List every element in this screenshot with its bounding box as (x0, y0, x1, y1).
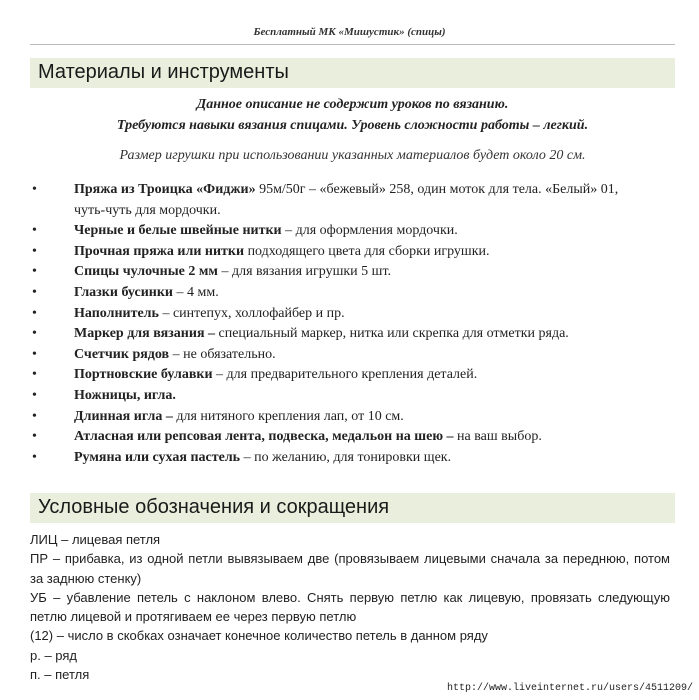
section-abbreviations-bar (30, 493, 675, 523)
item-name: Пряжа из Троицка «Фиджи» (74, 182, 256, 197)
list-item (0, 262, 634, 283)
materials-list (0, 180, 699, 468)
item-name: Румяна или сухая пастель (74, 449, 241, 465)
item-name: Маркер для вязания – (74, 326, 216, 342)
item-name: Счетчик рядов (74, 346, 170, 362)
abbreviation-item: (12) – число в скобках означает конечное количество петель в данном ряду (30, 628, 488, 644)
item-desc: – для вязания игрушки 5 шт. (217, 264, 392, 280)
bullet-icon: • (32, 429, 37, 445)
list-item (0, 304, 634, 325)
bullet-icon: • (32, 449, 37, 465)
item-desc: – для оформления мордочки. (281, 223, 458, 239)
abbreviation-item: УБ – убавление петель с наклоном влево. Снять первую петлю как лицевую, провязать следующую петлю лицевой и протягиваем ее через первую петлю (30, 589, 670, 625)
list-item (0, 221, 634, 242)
item-desc: для нитяного крепления лап, от 10 см. (172, 408, 404, 424)
section-materials-title: Материалы и инструменты (38, 61, 289, 83)
list-item (0, 283, 634, 304)
abbreviation-item: р. – ряд (30, 647, 78, 663)
item-desc: на ваш выбор. (453, 429, 542, 445)
bullet-icon: • (32, 223, 37, 239)
bullet-icon: • (32, 305, 37, 321)
list-item (0, 365, 634, 386)
item-desc: – синтепух, холлофайбер и пр. (158, 305, 345, 321)
bullet-icon: • (32, 243, 37, 259)
abbreviation-item: ПР – прибавка, из одной петли вывязываем две (провязываем лицевыми сначала за переднюю, потом за заднюю стенку) (30, 551, 670, 586)
list-item (0, 324, 634, 345)
item-desc: подходящего цвета для сборки игрушки. (244, 243, 490, 259)
document-header: Бесплатный МК «Мишустик» (спицы) (253, 26, 446, 38)
section-abbreviations-title: Условные обозначения и сокращения (38, 496, 390, 518)
bullet-icon: • (32, 264, 37, 280)
item-name: Прочная пряжа или нитки (74, 243, 245, 259)
list-item (0, 448, 634, 469)
list-item (0, 345, 634, 366)
abbreviation-item: ЛИЦ – лицевая петля (30, 532, 161, 547)
item-name: Спицы чулочные 2 мм (74, 264, 218, 280)
size-note: Размер игрушки при использовании указанных материалов будет около 20 см. (119, 148, 586, 163)
bullet-icon: • (32, 326, 37, 342)
intro-line-2: Требуются навыки вязания спицами. Уровень сложности работы – легкий. (116, 118, 589, 133)
abbreviation-item: п. – петля (30, 667, 90, 683)
item-name: Ножницы, игла. (74, 387, 176, 403)
header-divider (30, 44, 675, 45)
item-desc: 95м/50г – «бежевый» 258, один моток для тела. «Белый» 01, чуть-чуть для мордочки. (74, 182, 619, 218)
list-item (0, 242, 634, 263)
item-name: Черные и белые швейные нитки (74, 223, 282, 239)
item-desc: – для предварительного крепления деталей. (212, 367, 478, 383)
bullet-icon: • (32, 284, 37, 300)
item-desc: – по желанию, для тонировки щек. (240, 449, 452, 465)
intro-line-1: Данное описание не содержит уроков по вязанию. (196, 97, 509, 112)
item-name: Атласная или репсовая лента, подвеска, медальон на шею – (74, 429, 454, 445)
item-desc: – 4 мм. (172, 284, 219, 300)
bullet-icon: • (32, 367, 37, 383)
list-item (0, 407, 634, 428)
bullet-icon: • (32, 182, 37, 197)
item-name: Портновские булавки (74, 367, 213, 383)
list-item (0, 427, 634, 448)
section-materials-bar (30, 58, 675, 88)
abbreviations-list (30, 530, 670, 684)
bullet-icon: • (32, 408, 37, 424)
item-name: Длинная игла – (74, 408, 173, 424)
list-item (0, 386, 634, 407)
item-name: Глазки бусинки (74, 284, 173, 300)
item-name: Наполнитель (74, 305, 159, 321)
source-url-watermark: http://www.liveinternet.ru/users/4511209/ (446, 683, 693, 694)
list-item (0, 180, 634, 221)
bullet-icon: • (32, 346, 37, 362)
bullet-icon: • (32, 387, 37, 403)
item-desc: – не обязательно. (169, 346, 276, 362)
item-desc: специальный маркер, нитка или скрепка для отметки ряда. (215, 326, 569, 342)
